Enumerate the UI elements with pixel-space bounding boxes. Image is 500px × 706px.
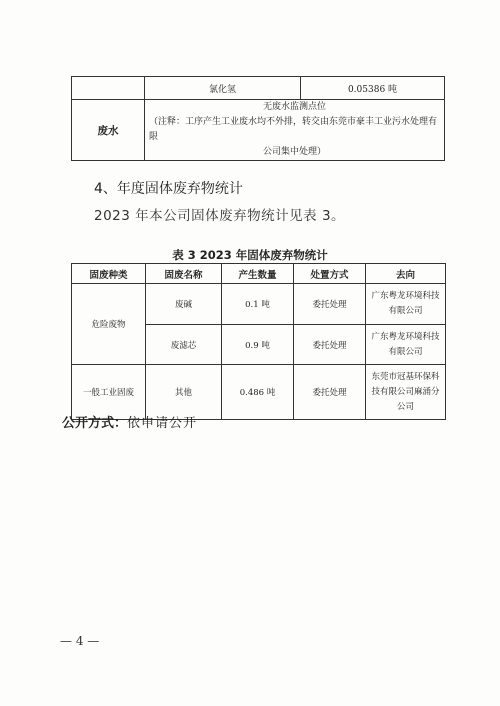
disclosure-method: [62, 412, 197, 431]
empty-cell: [72, 77, 145, 100]
amount-cell: 0.9 吨: [222, 325, 294, 365]
table-caption: 表 3 2023 年固体废弃物统计: [172, 248, 328, 262]
section-text: 2023 年本公司固体废弃物统计见表 3。: [94, 208, 346, 224]
header-method: 处置方式: [294, 264, 366, 284]
method-cell: 委托处理: [294, 325, 366, 365]
emissions-table-continuation: [71, 76, 445, 161]
name-cell: 废滤芯: [146, 325, 222, 365]
table-row: [72, 77, 445, 100]
wastewater-note: [145, 100, 445, 161]
header-amount: 产生数量: [222, 264, 294, 284]
amount-cell: 0.05386 吨: [301, 77, 445, 100]
category-cell: 危险废物: [72, 284, 146, 365]
name-cell: 废碱: [146, 284, 222, 325]
header-category: 固废种类: [72, 264, 146, 284]
section-heading: 4、年度固体废弃物统计: [94, 181, 243, 197]
amount-cell: 0.1 吨: [222, 284, 294, 325]
wastewater-line-3: 公司集中处理）: [262, 147, 326, 157]
method-cell: 委托处理: [294, 284, 366, 325]
pollutant-cell: 氯化氢: [145, 77, 301, 100]
header-destination: 去向: [366, 264, 446, 284]
table-row: [72, 100, 445, 161]
header-name: 固废名称: [146, 264, 222, 284]
disclosure-value: 依申请公开: [127, 416, 198, 431]
solid-waste-table: [71, 263, 446, 420]
destination-cell: 东莞市冠基环保科技有限公司麻涌分公司: [366, 365, 446, 420]
amount-cell: 0.486 吨: [222, 365, 294, 420]
name-cell: 其他: [146, 365, 222, 420]
destination-cell: 广东粤龙环境科技有限公司: [366, 284, 446, 325]
wastewater-label: 废水: [72, 100, 145, 161]
category-cell: 一般工业固废: [72, 365, 146, 420]
page-number: — 4 —: [60, 634, 100, 648]
table-row: [72, 284, 446, 325]
wastewater-line-2: （注释：工序产生工业废水均不外排，转交由东莞市豪丰工业污水处理有限: [149, 117, 438, 142]
table-header-row: [72, 264, 446, 284]
wastewater-line-1: 无废水监测点位: [262, 102, 326, 112]
destination-cell: 广东粤龙环境科技有限公司: [366, 325, 446, 365]
disclosure-label: 公开方式：: [62, 416, 128, 431]
method-cell: 委托处理: [294, 365, 366, 420]
